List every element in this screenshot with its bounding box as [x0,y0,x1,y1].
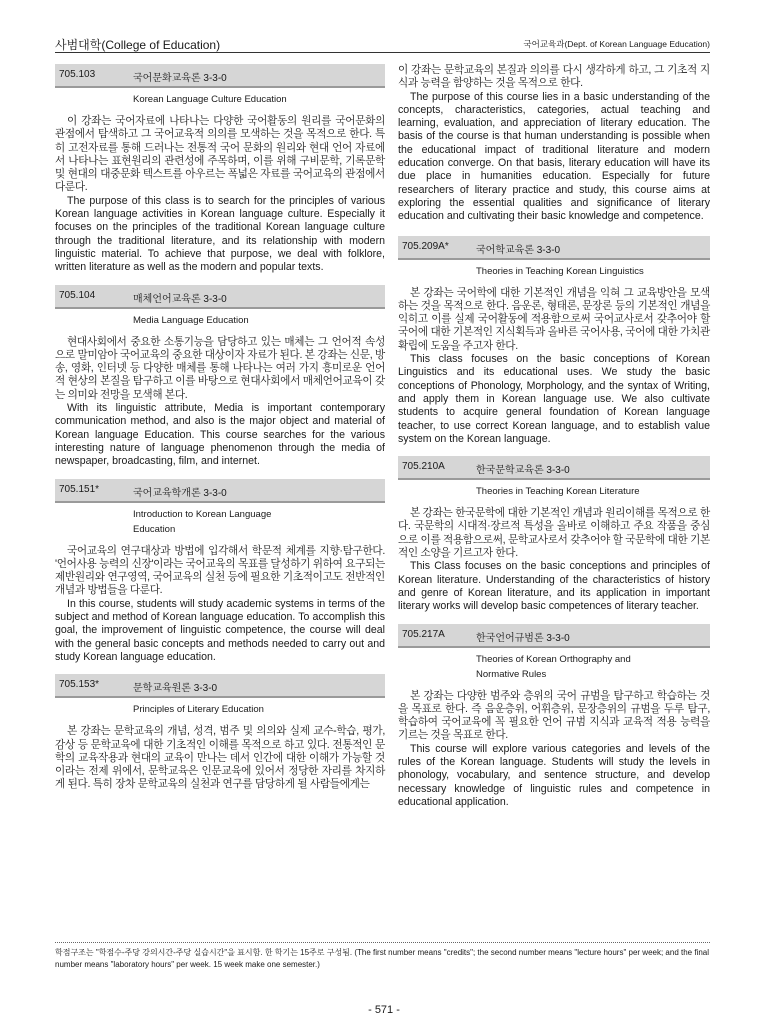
course-705-209a [398,236,710,447]
page-header [55,34,710,54]
course-title-korean: 국어교육학개론 3-3-0 [133,487,227,499]
course-description-korean: 본 강좌는 한국문학에 대한 기본적인 개념과 원리이해를 목적으로 한다. 국문학의 시대적·장르적 특성을 올바로 이해하고 주요 작품을 중심으로 이를 적용함으로써, 문학교사로서 갖추어야 할 국문학에 대한 기본적인 소양을 기르고자 한다. [398,507,710,560]
left-column [55,64,385,802]
course-title-english: Theories of Korean Orthography and Normative Rules [476,653,631,680]
header-rule [55,52,710,53]
course-705-151 [55,479,385,665]
course-description-english: With its linguistic attribute, Media is important contemporary communication method, and also is the major object and material of Korean language Education. This course searches for the various interesting nature of language phenomenon through the media of newspaper, broadcasting, film, and internet. [55,402,385,468]
course-heading-bar [55,285,385,309]
course-title-english: Theories in Teaching Korean Literature [476,486,640,498]
course-heading-bar [398,236,710,260]
course-description-korean: 현대사회에서 중요한 소통기능을 담당하고 있는 매체는 그 언어적 속성으로 말미암아 국어교육의 중요한 대상이자 자료가 된다. 본 강좌는 신문, 방송, 영화, 인터넷 등 다양한 매체를 통해 나타나는 여러 가지 흥미로운 언어적 현상의 본질을 탐구하고 이를 바탕으로 현대사회에서 매체언어교육이 갖는 의미와 전망을 모색해 본다. [55,335,385,401]
course-705-104 [55,285,385,469]
course-title-english: Introduction to Korean Language Education [133,508,272,535]
course-code: 705.151* [59,483,100,495]
course-description-korean: 본 강좌는 국어학에 대한 기본적인 개념을 익혀 그 교육방안을 모색하는 것을 목적으로 한다. 음운론, 형태론, 문장론 등의 기본적인 개념을 익히고 이를 실제 국어활동에 적용함으로써 국어교사로서 갖추어야 할 국어에 대한 기본적인 지식획득과 올바른 국어사용, 국어에 대한 가치관 확립에 도움을 주고자 한다. [398,286,710,352]
course-title-korean: 한국문학교육론 3-3-0 [476,465,570,477]
course-title-korean: 매체언어교육론 3-3-0 [133,293,227,305]
course-title-english: Principles of Literary Education [133,704,264,716]
course-705-153-continued [398,64,710,224]
course-description-korean: 본 강좌는 문학교육의 개념, 성격, 범주 및 의의와 실제 교수-학습, 평가, 감상 등 문학교육에 대한 기초적인 이해를 목적으로 하고 있다. 전통적인 문학의 교육작용과 현대의 교육이 만나는 데서 인간에 대한 이해가 가능할 것이라는 전제 위에서, 문학교육은 인문교육에 있어서 정당한 자리를 차지하게 된다. 특히 장차 문학교육의 실천과 연구를 담당하게 될 사람들에게는 [55,725,385,791]
course-title-korean: 국어문화교육론 3-3-0 [133,73,227,84]
course-description-english: The purpose of this course lies in a basic understanding of the concepts, characteristics, categories, actual teaching and learning, evaluation, and appreciation of literary education. The basis of the course is that human understanding is possible when the educational impact of traditional literature and modern education converge. On that basis, literary education will have its due place in humanities education. Especially for future researchers of literary practice and study, this course aims at exploring the essential qualities and significance of literary education and cultivating their basic knowledge and competence. [398,90,710,223]
course-title-english: Korean Language Culture Education [133,94,287,105]
course-heading-bar [398,456,710,480]
course-705-217a [398,624,710,810]
course-title-korean: 한국언어규범론 3-3-0 [476,632,570,644]
course-705-153 [55,674,385,791]
page-number: - 571 - [368,1004,400,1016]
course-heading-bar [55,479,385,503]
course-description-english: This class focuses on the basic conceptions of Korean Linguistics and its educational uses. We study the basic conceptions of Phonology, Morphology, and the syntax of Writing, and apply them in Korean language use. We also cultivate students to acquire general foundation of Korean language teacher, to use correct Korean language, and to establish value system on the Korean language. [398,353,710,445]
course-description-english: The purpose of this class is to search for the principles of various Korean language activities in Korean language culture. Especially it focuses on the principles of the traditional Korean language culture through the traditional literature, and its relationship with modern linguistic material. To achieve that purpose, we deal with folklore, written literature as well as the modern and popular texts. [55,194,385,274]
course-code: 705.153* [59,679,100,691]
footnote-rule [55,942,710,943]
course-heading-bar [55,674,385,698]
course-description-english: This course will explore various categories and levels of the rules of the Korean language. Students will study the levels in phonology, vocabulary, and sentence structure, and develop necessary knowledge of linguistic rules and competence in educational application. [398,742,710,808]
course-705-103 [55,64,385,275]
course-title-korean: 문학교육원론 3-3-0 [133,683,218,695]
course-heading-bar [55,64,385,88]
course-description-korean: 국어교육의 연구대상과 방법에 입각해서 학문적 체계를 지향·탐구한다. '언어사용 능력의 신장'이라는 국어교육의 목표를 달성하기 위하여 요구되는 제반원리와 연구영역, 국어교육의 실천 등에 필요한 기초적이고도 전반적인 개념과 방법들을 다룬다. [55,544,385,597]
course-code: 705.103 [59,69,96,80]
course-description-korean: 본 강좌는 다양한 범주와 층위의 국어 규범을 탐구하고 학습하는 것을 목표로 한다. 즉 음운층위, 어휘층위, 문장층위의 규범을 두루 탐구, 학습하여 국어교육에 꼭 필요한 언어 규범 지식과 교육적 적용 능력을 기르는 것을 목표로 한다. [398,689,710,742]
course-code: 705.217A [402,628,445,640]
course-description-english: In this course, students will study academic systems in terms of the subject and method of Korean language education. To accomplish this goal, the improvement of linguistic competence, the course will deal with the general basic concepts and methods needed to carry out and study Korean language education. [55,597,385,663]
course-code: 705.209A* [402,240,449,252]
course-description-english: This Class focuses on the basic conceptions and principles of Korean literature. Understanding of the characteristics of history and genre of Korean literature, and its application in important literary works will develop basic competences of literary teacher. [398,560,710,613]
course-title-korean: 국어학교육론 3-3-0 [476,244,561,256]
course-705-210a [398,456,710,613]
course-heading-bar [398,624,710,648]
course-code: 705.210A [402,461,445,473]
course-description-korean-continued: 이 강좌는 문학교육의 본질과 의의를 다시 생각하게 하고, 그 기초적 지식과 능력을 함양하는 것을 목적으로 한다. [398,64,710,90]
right-column [398,64,710,819]
header-department: 국어교육과(Dept. of Korean Language Education) [523,39,710,49]
credit-structure-footnote: 학점구조는 "학점수-주당 강의시간-주당 실습시간"을 표시함. 한 학기는 15주로 구성됨. (The first number means "credits"; the second number means "lecture hours" per week; and the final number means "laboratory hours" per week. 15 week make one semester.) [55,948,710,969]
header-college: 사범대학(College of Education) [55,38,221,52]
course-code: 705.104 [59,289,96,301]
course-title-english: Theories in Teaching Korean Linguistics [476,265,644,277]
course-title-english: Media Language Education [133,314,249,326]
course-description-korean: 이 강좌는 국어자료에 나타나는 다양한 국어활동의 원리를 국어문화의 관점에서 탐색하고 그 국어교육적 의의를 모색하는 것을 목적으로 한다. 특히 고전자료를 통해 드러나는 전통적 국어 문화의 원리와 현대 언어 자료에서 나타나는 표현원리의 관련성에 주목하며, 이를 위해 구비문학, 기록문학 및 현대의 대중문화 텍스트를 아우르는 폭넓은 자료를 국어교육의 관점에서 다룬다. [55,115,385,194]
